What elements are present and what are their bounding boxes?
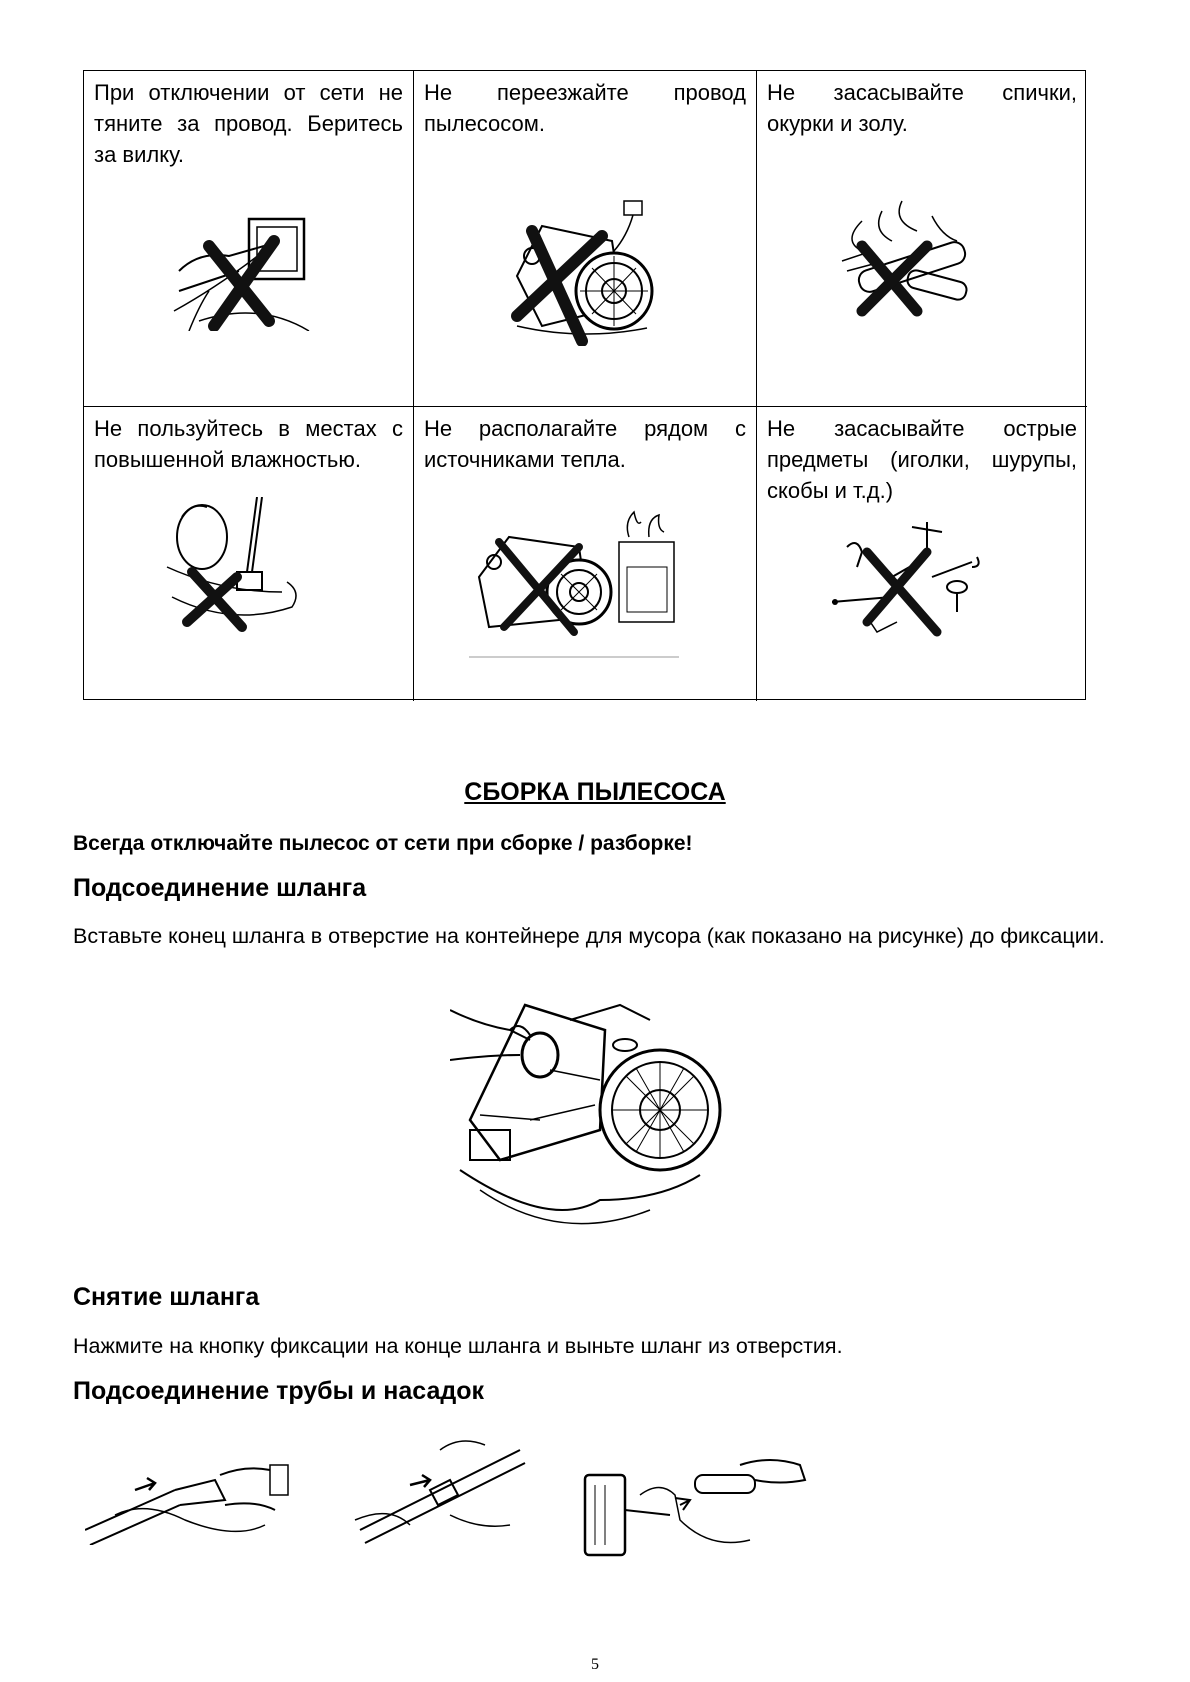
hose-connect-heading: Подсоединение шланга bbox=[73, 874, 367, 902]
tube-step-3-illustration bbox=[580, 1440, 810, 1560]
tube-step-1-illustration bbox=[85, 1445, 295, 1545]
warning-cell-sharp bbox=[757, 407, 1087, 701]
section-title: СБОРКА ПЫЛЕСОСА bbox=[464, 778, 726, 806]
warning-text: Не располагайте рядом с источниками тепла. bbox=[424, 416, 746, 472]
heat-source-icon bbox=[469, 507, 689, 662]
warning-cell-cigarettes bbox=[757, 71, 1087, 407]
tube-connect-heading: Подсоединение трубы и насадок bbox=[73, 1377, 484, 1405]
warning-cell-humidity bbox=[84, 407, 414, 701]
warning-text: Не засасывайте острые предметы (иголки, шурупы, скобы и т.д.) bbox=[767, 416, 1077, 503]
warning-text: Не пользуйтесь в местах с повышенной влажностью. bbox=[94, 416, 403, 472]
warning-cell-heat bbox=[414, 407, 757, 701]
tube-step-2-illustration bbox=[350, 1435, 530, 1545]
wet-floor-icon bbox=[162, 497, 312, 637]
hose-connection-illustration bbox=[450, 1000, 750, 1245]
warning-cell-unplug bbox=[84, 71, 414, 407]
warning-text: При отключении от сети не тяните за провод. Беритесь за вилку. bbox=[94, 80, 403, 167]
hose-connect-text: Вставьте конец шланга в отверстие на контейнере для мусора (как показано на рисунке) до фиксации. bbox=[73, 924, 1105, 948]
vacuum-over-cord-icon bbox=[502, 196, 672, 346]
warning-text: Не переезжайте провод пылесосом. bbox=[424, 80, 746, 136]
page-number: 5 bbox=[591, 1656, 599, 1673]
warning-cell-cord bbox=[414, 71, 757, 407]
hose-remove-heading: Снятие шланга bbox=[73, 1283, 260, 1311]
sharp-objects-icon bbox=[832, 517, 992, 637]
unplug-warning: Всегда отключайте пылесос от сети при сборке / разборке! bbox=[73, 832, 693, 855]
warnings-table bbox=[83, 70, 1086, 700]
warning-text: Не засасывайте спички, окурки и золу. bbox=[767, 80, 1077, 136]
hose-remove-text: Нажмите на кнопку фиксации на конце шланга и выньте шланг из отверстия. bbox=[73, 1334, 843, 1358]
cigarettes-matches-icon bbox=[832, 191, 982, 321]
unplug-cord-icon bbox=[169, 211, 319, 331]
